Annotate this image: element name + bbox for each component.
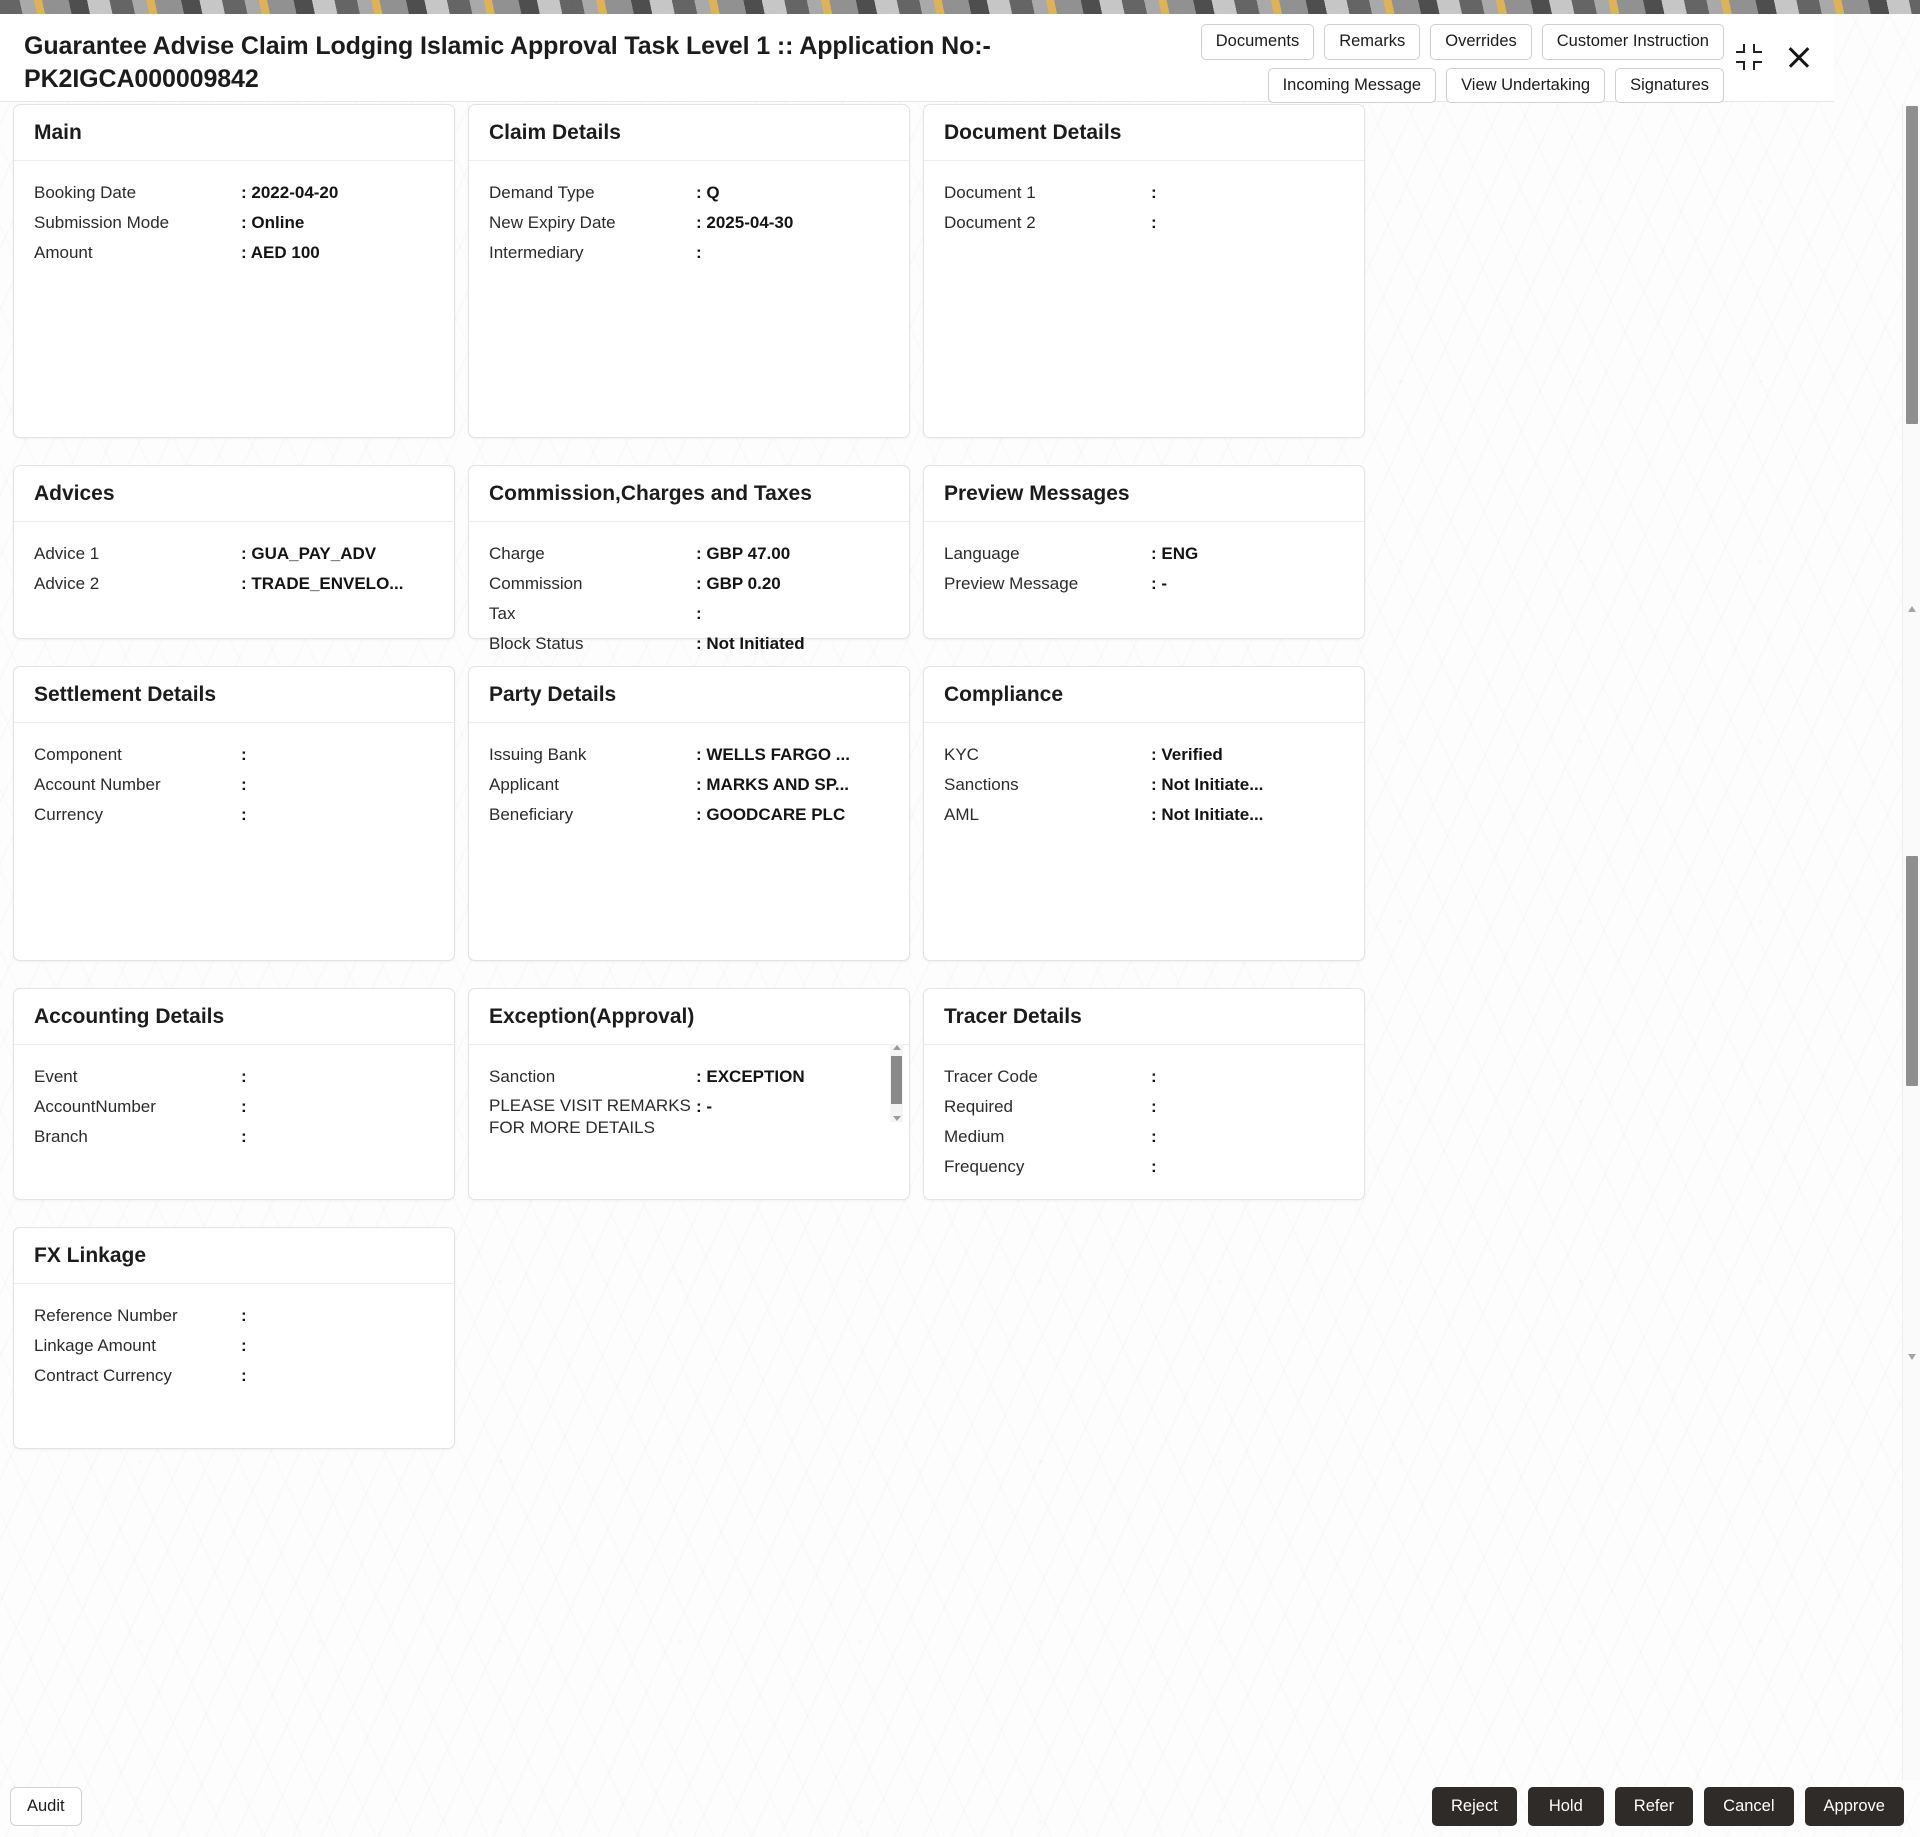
field-value: :	[1151, 1067, 1157, 1086]
card-title-claim-details: Claim Details	[469, 105, 909, 161]
field-advice-1	[34, 542, 436, 566]
field-required	[944, 1095, 1346, 1119]
field-commission	[489, 572, 891, 596]
field-label: Linkage Amount	[34, 1336, 156, 1356]
collapse-icon[interactable]	[1736, 44, 1762, 70]
card-fx-linkage	[13, 1227, 455, 1449]
field-value: : Online	[241, 213, 305, 233]
field-kyc	[944, 743, 1346, 767]
field-issuing-bank	[489, 743, 891, 767]
field-value: :	[241, 1366, 247, 1386]
card-row-5-spacer-1	[468, 1227, 910, 1449]
card-body-tracer-details	[924, 1045, 1364, 1204]
scroll-up-arrow-icon[interactable]	[893, 1045, 901, 1050]
card-title-commission: Commission,Charges and Taxes	[469, 466, 909, 522]
field-label: Tracer Code	[944, 1067, 1038, 1086]
field-value: : AED 100	[241, 243, 320, 263]
card-title-advices: Advices	[14, 466, 454, 522]
card-document-details	[923, 104, 1365, 438]
field-value: : ENG	[1151, 544, 1199, 563]
field-label: Advice 2	[34, 574, 100, 594]
field-value: :	[696, 243, 702, 263]
field-label: Intermediary	[489, 243, 584, 263]
page-title: Guarantee Advise Claim Lodging Islamic Approval Task Level 1 :: Application No:- PK2IGCA000009842	[24, 32, 991, 93]
card-title-document-details: Document Details	[924, 105, 1364, 161]
exception-scrollbar[interactable]	[890, 1044, 903, 1122]
card-body-compliance	[924, 723, 1364, 851]
card-title-compliance: Compliance	[924, 667, 1364, 723]
audit-button[interactable]: Audit	[10, 1787, 82, 1826]
card-title-party-details: Party Details	[469, 667, 909, 723]
field-value: : Not Initiate...	[1151, 775, 1264, 795]
field-value: :	[241, 775, 247, 795]
field-label: Component	[34, 745, 122, 764]
cards-grid	[13, 104, 1563, 1476]
card-row-2	[13, 465, 1563, 654]
card-body-party-details	[469, 723, 909, 851]
card-body-preview-messages	[924, 522, 1364, 620]
refer-button[interactable]: Refer	[1615, 1787, 1693, 1826]
field-label: Event	[34, 1067, 78, 1086]
field-value: :	[1151, 1097, 1157, 1117]
remarks-button[interactable]: Remarks	[1324, 24, 1420, 60]
field-currency	[34, 803, 436, 827]
field-value: :	[241, 1306, 247, 1325]
field-value: : Not Initiated	[696, 634, 805, 654]
card-row-3	[13, 666, 1563, 961]
scrollbar-thumb-upper[interactable]	[1906, 106, 1918, 424]
field-label: Account Number	[34, 775, 161, 795]
field-label: Reference Number	[34, 1306, 178, 1325]
page-scrollbar[interactable]	[1902, 104, 1920, 1780]
page-header	[0, 14, 1834, 102]
field-submission-mode	[34, 211, 436, 235]
overrides-button[interactable]: Overrides	[1430, 24, 1532, 60]
field-label: Charge	[489, 544, 545, 563]
field-aml	[944, 803, 1346, 827]
field-label: AccountNumber	[34, 1097, 156, 1117]
field-branch	[34, 1125, 436, 1149]
field-label: Currency	[34, 805, 103, 825]
field-value: : GBP 47.00	[696, 544, 791, 563]
card-body-claim-details	[469, 161, 909, 289]
field-reference-number	[34, 1304, 436, 1328]
card-title-tracer-details: Tracer Details	[924, 989, 1364, 1045]
field-label: Demand Type	[489, 183, 595, 202]
field-value: :	[241, 805, 247, 825]
card-body-commission	[469, 522, 909, 681]
field-medium	[944, 1125, 1346, 1149]
field-label: Preview Message	[944, 574, 1079, 594]
field-value: : GUA_PAY_ADV	[241, 544, 377, 563]
field-value: : -	[1151, 574, 1168, 594]
field-contract-currency	[34, 1364, 436, 1388]
field-value: : Verified	[1151, 745, 1223, 764]
field-tracer-code	[944, 1065, 1346, 1089]
field-label: Booking Date	[34, 183, 137, 202]
field-label: Document 2	[944, 213, 1036, 233]
field-label: Beneficiary	[489, 805, 574, 825]
card-advices	[13, 465, 455, 639]
field-label: PLEASE VISIT REMARKS FOR MORE DETAILS	[489, 1096, 691, 1137]
card-accounting-details	[13, 988, 455, 1200]
field-label: Amount	[34, 243, 93, 263]
field-label: Medium	[944, 1127, 1005, 1147]
field-frequency	[944, 1155, 1346, 1179]
card-party-details	[468, 666, 910, 961]
card-settlement-details	[13, 666, 455, 961]
hold-button[interactable]: Hold	[1528, 1787, 1604, 1826]
field-account-number	[34, 1095, 436, 1119]
header-button-group	[1124, 24, 1724, 111]
field-label: New Expiry Date	[489, 213, 616, 233]
field-label: AML	[944, 805, 979, 825]
field-value: :	[1151, 213, 1157, 233]
field-value: : 2025-04-30	[696, 213, 794, 233]
card-body-settlement-details	[14, 723, 454, 851]
card-preview-messages	[923, 465, 1365, 639]
scrollbar-thumb[interactable]	[891, 1056, 902, 1104]
card-commission-charges-taxes	[468, 465, 910, 654]
field-amount	[34, 241, 436, 265]
field-linkage-amount	[34, 1334, 436, 1358]
field-applicant	[489, 773, 891, 797]
card-row-1	[13, 104, 1563, 438]
field-language	[944, 542, 1346, 566]
field-label: Sanction	[489, 1067, 556, 1086]
field-value: :	[241, 1067, 247, 1086]
card-row-4	[13, 988, 1563, 1200]
field-account-number	[34, 773, 436, 797]
field-label: Issuing Bank	[489, 745, 587, 764]
field-label: Block Status	[489, 634, 584, 654]
card-row-5-spacer-2	[923, 1227, 1365, 1449]
header-button-row-2	[1124, 68, 1724, 104]
field-beneficiary	[489, 803, 891, 827]
field-value: :	[241, 1127, 247, 1147]
field-value: : GOODCARE PLC	[696, 805, 846, 825]
field-value: :	[241, 745, 247, 764]
card-claim-details	[468, 104, 910, 438]
reject-button[interactable]: Reject	[1432, 1787, 1517, 1826]
close-icon[interactable]	[1784, 42, 1814, 72]
field-document-2	[944, 211, 1346, 235]
field-label: Frequency	[944, 1157, 1025, 1177]
field-label: Commission	[489, 574, 583, 594]
field-value: :	[1151, 183, 1157, 202]
card-title-exception-approval: Exception(Approval)	[469, 989, 909, 1045]
field-preview-message	[944, 572, 1346, 596]
window-controls	[1736, 42, 1814, 72]
field-label: KYC	[944, 745, 979, 764]
scroll-down-arrow-icon[interactable]	[1908, 1354, 1916, 1360]
field-document-1	[944, 181, 1346, 205]
field-label: Document 1	[944, 183, 1036, 202]
field-charge	[489, 542, 891, 566]
field-component	[34, 743, 436, 767]
footer-primary-actions	[1432, 1787, 1904, 1826]
card-tracer-details	[923, 988, 1365, 1200]
cancel-button[interactable]: Cancel	[1704, 1787, 1793, 1826]
customer-instruction-button[interactable]: Customer Instruction	[1542, 24, 1724, 60]
footer-action-bar	[0, 1780, 1920, 1837]
content-area	[0, 104, 1906, 1780]
scrollbar-thumb-lower[interactable]	[1906, 856, 1918, 1086]
field-value: : EXCEPTION	[696, 1067, 805, 1086]
field-demand-type	[489, 181, 891, 205]
field-label: Advice 1	[34, 544, 100, 563]
field-value: :	[241, 1097, 247, 1117]
field-value: :	[241, 1336, 247, 1356]
field-label: Required	[944, 1097, 1013, 1117]
field-value: :	[1151, 1157, 1157, 1177]
field-label: Language	[944, 544, 1020, 563]
approve-button[interactable]: Approve	[1805, 1787, 1904, 1826]
field-advice-2	[34, 572, 436, 596]
field-label: Tax	[489, 604, 516, 624]
field-label: Branch	[34, 1127, 88, 1147]
card-main	[13, 104, 455, 438]
field-value: : 2022-04-20	[241, 183, 339, 202]
field-tax	[489, 602, 891, 626]
field-label: Applicant	[489, 775, 559, 795]
field-value: :	[1151, 1127, 1157, 1147]
card-title-fx-linkage: FX Linkage	[14, 1228, 454, 1284]
field-please-visit-remarks	[489, 1095, 891, 1139]
field-value: : Not Initiate...	[1151, 805, 1264, 825]
card-body-advices	[14, 522, 454, 620]
view-undertaking-button[interactable]: View Undertaking	[1446, 68, 1605, 104]
field-sanction	[489, 1065, 891, 1089]
field-new-expiry-date	[489, 211, 891, 235]
field-label: Submission Mode	[34, 213, 170, 233]
header-button-row-1	[1124, 24, 1724, 60]
card-body-main	[14, 161, 454, 289]
card-title-accounting-details: Accounting Details	[14, 989, 454, 1045]
field-value: : -	[696, 1097, 713, 1117]
field-booking-date	[34, 181, 436, 205]
card-body-accounting-details	[14, 1045, 454, 1173]
card-title-settlement-details: Settlement Details	[14, 667, 454, 723]
field-value: : MARKS AND SP...	[696, 775, 850, 795]
field-value: : GBP 0.20	[696, 574, 781, 594]
field-event	[34, 1065, 436, 1089]
card-title-main: Main	[14, 105, 454, 161]
card-compliance	[923, 666, 1365, 961]
card-exception-approval	[468, 988, 910, 1200]
documents-button[interactable]: Documents	[1201, 24, 1314, 60]
field-value: : TRADE_ENVELO...	[241, 574, 404, 594]
field-value: :	[696, 604, 702, 624]
card-row-5	[13, 1227, 1563, 1449]
field-sanctions	[944, 773, 1346, 797]
field-value: : Q	[696, 183, 720, 202]
scroll-down-arrow-icon[interactable]	[893, 1116, 901, 1121]
field-intermediary	[489, 241, 891, 265]
field-value: : WELLS FARGO ...	[696, 745, 850, 764]
card-title-preview-messages: Preview Messages	[924, 466, 1364, 522]
field-label: Sanctions	[944, 775, 1019, 795]
incoming-message-button[interactable]: Incoming Message	[1268, 68, 1437, 104]
card-body-fx-linkage	[14, 1284, 454, 1412]
scroll-up-arrow-icon[interactable]	[1908, 606, 1916, 612]
card-body-document-details	[924, 161, 1364, 259]
signatures-button[interactable]: Signatures	[1615, 68, 1724, 104]
card-body-exception-approval	[469, 1045, 909, 1163]
field-label: Contract Currency	[34, 1366, 172, 1386]
field-block-status	[489, 632, 891, 656]
